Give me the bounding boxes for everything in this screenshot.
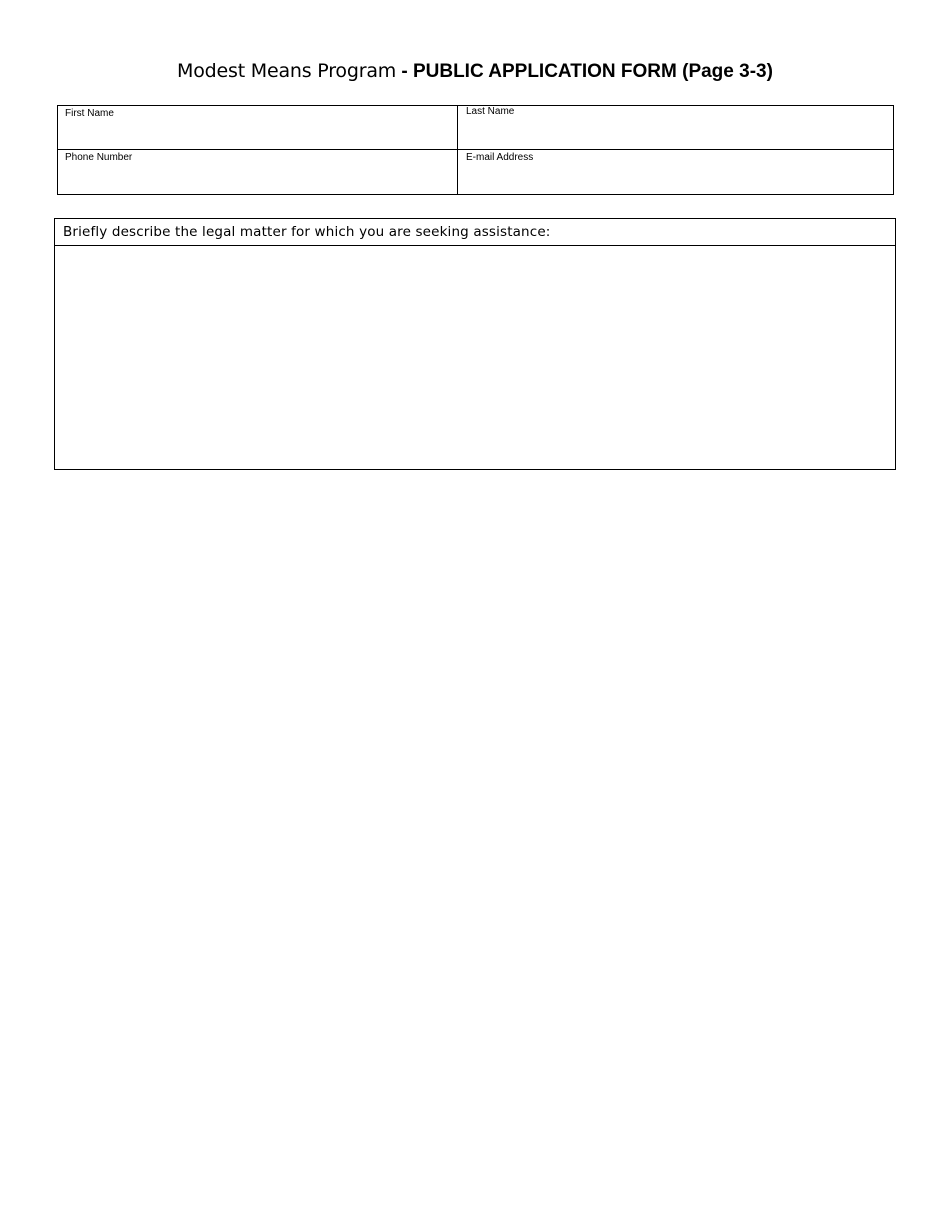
- legal-matter-header: [55, 219, 895, 246]
- last-name-cell[interactable]: [458, 106, 893, 150]
- first-name-cell[interactable]: [58, 106, 458, 150]
- page-title: [0, 58, 950, 85]
- first-name-label: First Name: [65, 108, 114, 119]
- form-title: - PUBLIC APPLICATION FORM (Page 3-3): [396, 61, 773, 82]
- phone-number-field[interactable]: [64, 171, 451, 191]
- phone-number-label: Phone Number: [65, 152, 133, 163]
- legal-matter-textarea[interactable]: [55, 246, 895, 469]
- first-name-field[interactable]: [64, 126, 451, 146]
- last-name-field[interactable]: [464, 126, 887, 146]
- last-name-label: Last Name: [466, 106, 515, 117]
- legal-matter-prompt: Briefly describe the legal matter for which you are seeking assistance:: [63, 224, 551, 240]
- email-address-field[interactable]: [464, 171, 887, 191]
- email-address-label: E-mail Address: [466, 152, 534, 163]
- phone-number-cell[interactable]: [58, 150, 458, 194]
- program-name: Modest Means Program: [177, 60, 397, 82]
- legal-matter-section: [54, 218, 896, 470]
- email-address-cell[interactable]: [458, 150, 893, 194]
- contact-info-table: [57, 105, 894, 195]
